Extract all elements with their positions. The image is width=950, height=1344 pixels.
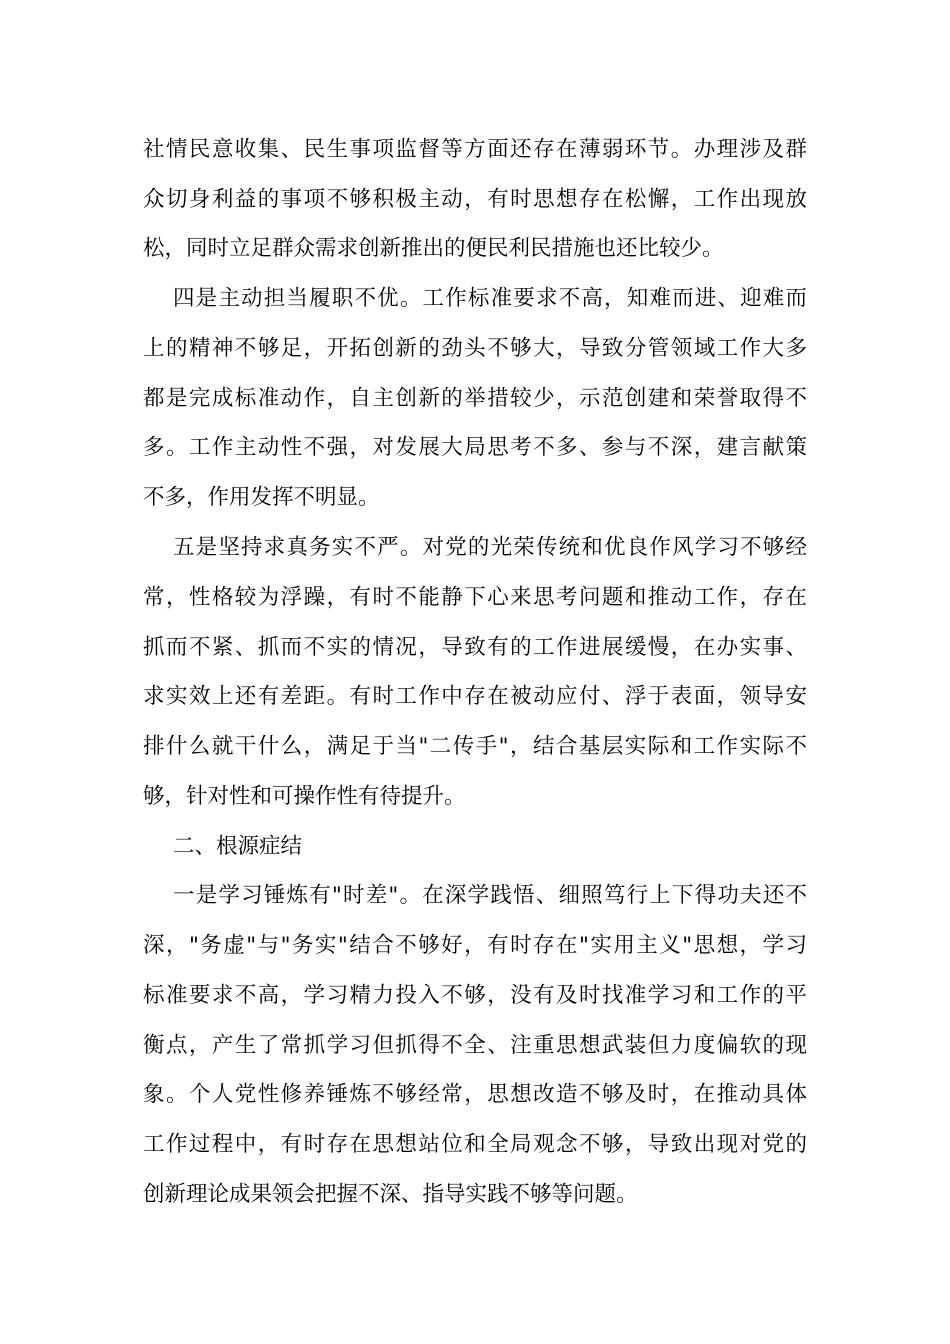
text-line: 标准要求不高，学习精力投入不够，没有及时找准学习和工作的平 <box>143 983 807 1008</box>
text-line: 社情民意收集、民生事项监督等方面还存在薄弱环节。办理涉及群 <box>143 137 807 162</box>
text-line: 创新理论成果领会把握不深、指导实践不够等问题。 <box>143 1182 638 1207</box>
text-line: 工作过程中，有时存在思想站位和全局观念不够，导致出现对党的 <box>143 1132 807 1157</box>
text-line: 一是学习锤炼有"时差"。在深学践悟、细照笃行上下得功夫还不 <box>173 883 807 908</box>
text-line: 松，同时立足群众需求创新推出的便民利民措施也还比较少。 <box>143 236 724 261</box>
text-line: 排什么就干什么，满足于当"二传手"，结合基层实际和工作实际不 <box>143 734 807 759</box>
text-line: 上的精神不够足，开拓创新的劲头不够大，导致分管领域工作大多 <box>143 336 807 361</box>
text-line: 众切身利益的事项不够积极主动，有时思想存在松懈，工作出现放 <box>143 187 807 212</box>
text-line: 多。工作主动性不强，对发展大局思考不多、参与不深，建言献策 <box>143 435 807 460</box>
text-line: 五是坚持求真务实不严。对党的光荣传统和优良作风学习不够经 <box>173 535 807 560</box>
text-line: 深，"务虚"与"务实"结合不够好，有时存在"实用主义"思想，学习 <box>143 933 807 958</box>
text-line: 求实效上还有差距。有时工作中存在被动应付、浮于表面，领导安 <box>143 684 807 709</box>
text-line: 都是完成标准动作，自主创新的举措较少，示范创建和荣誉取得不 <box>143 386 807 411</box>
text-line: 象。个人党性修养锤炼不够经常，思想改造不够及时，在推动具体 <box>143 1082 807 1107</box>
text-line: 四是主动担当履职不优。工作标准要求不高，知难而进、迎难而 <box>173 286 807 311</box>
text-line: 常，性格较为浮躁，有时不能静下心来思考问题和推动工作，存在 <box>143 585 807 610</box>
text-line: 够，针对性和可操作性有待提升。 <box>143 784 466 809</box>
text-line: 抓而不紧、抓而不实的情况，导致有的工作进展缓慢，在办实事、 <box>143 635 807 660</box>
text-line: 不多，作用发挥不明显。 <box>143 485 380 510</box>
text-line: 衡点，产生了常抓学习但抓得不全、注重思想武装但力度偏软的现 <box>143 1033 807 1058</box>
section-heading: 二、根源症结 <box>173 834 303 859</box>
